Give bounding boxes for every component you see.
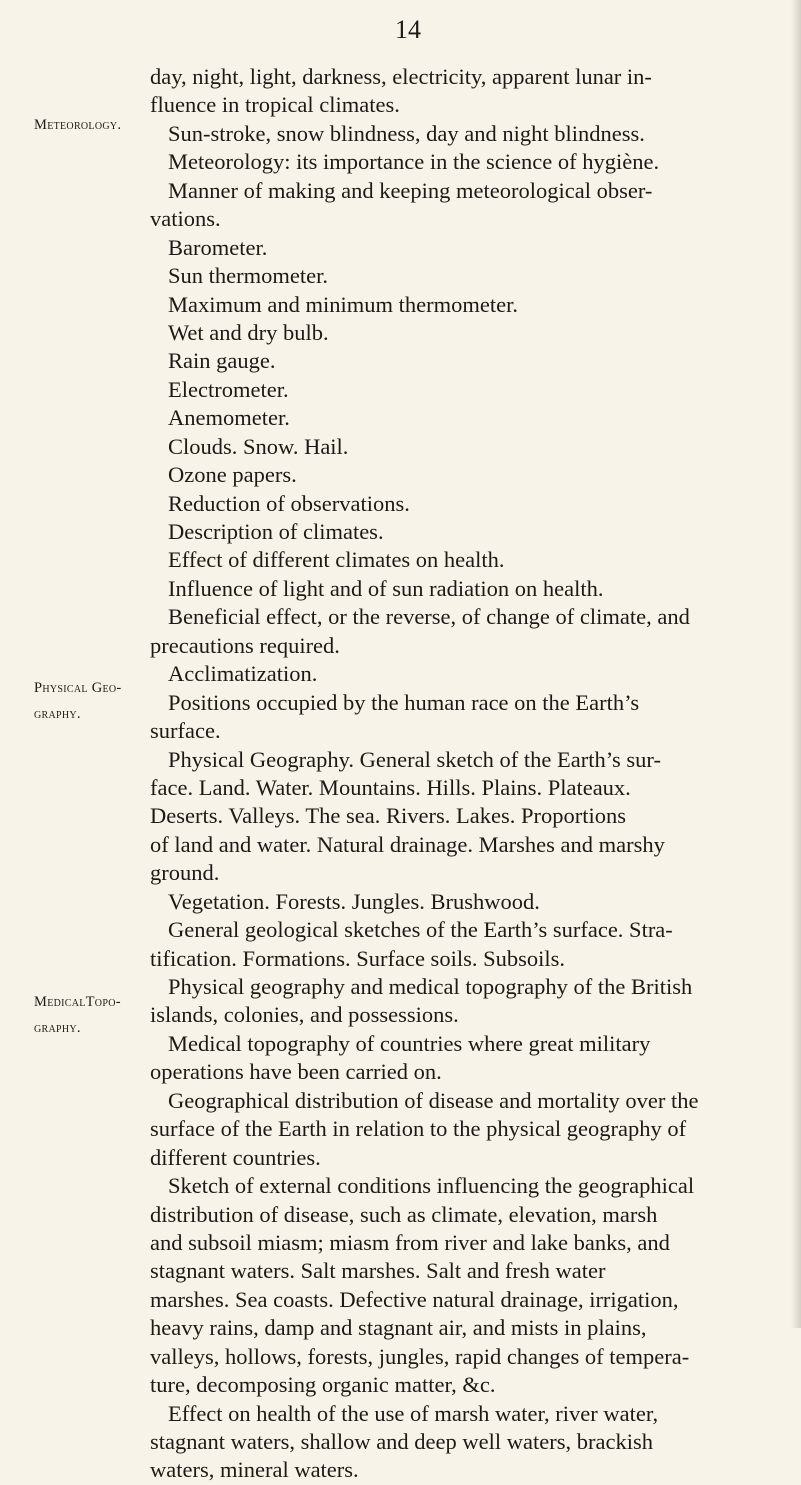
text-line: day, night, light, darkness, electricity, apparent lunar in-	[150, 64, 652, 89]
text-line: ground.	[150, 860, 220, 886]
text-line: different countries.	[150, 1144, 321, 1170]
text-line: Deserts. Valleys. The sea. Rivers. Lakes. Proportions	[150, 803, 626, 829]
text-line: valleys, hollows, forests, jungles, rapid changes of tempera-	[150, 1343, 690, 1369]
text-line: operations have been carried on.	[150, 1059, 442, 1085]
text-line: Clouds. Snow. Hail.	[168, 433, 349, 459]
text-line: Beneficial effect, or the reverse, of change of climate, and	[168, 604, 690, 630]
text-line: Description of climates.	[168, 519, 384, 544]
text-line: and subsoil miasm; miasm from river and lake banks, and	[150, 1229, 670, 1255]
body-text	[150, 63, 790, 1485]
text-line: heavy rains, damp and stagnant air, and mists in plains,	[150, 1315, 647, 1341]
text-line: surface of the Earth in relation to the physical geography of	[150, 1116, 687, 1142]
text-line: Maximum and minimum thermometer.	[168, 291, 518, 317]
text-line: Effect on health of the use of marsh water, river water,	[168, 1400, 659, 1426]
text-line: waters, mineral waters.	[150, 1457, 359, 1483]
text-line: Geographical distribution of disease and mortality over the	[168, 1087, 699, 1113]
margin-note-meteorology: Meteorology.	[34, 117, 122, 133]
text-line: Physical Geography. General sketch of the Earth’s sur-	[168, 746, 661, 772]
text-line: ture, decomposing organic matter, &c.	[150, 1372, 496, 1398]
text-line: Medical topography of countries where great military	[168, 1030, 651, 1056]
text-line: Positions occupied by the human race on the Earth’s	[168, 689, 640, 715]
text-line: Electrometer.	[168, 376, 289, 402]
text-line: vations.	[150, 206, 221, 232]
page-edge-shadow	[791, 0, 801, 1328]
text-line: of land and water. Natural drainage. Marshes and marshy	[150, 831, 665, 857]
margin-note-medical-topography: MedicalTopo-	[34, 994, 121, 1010]
text-line: Barometer.	[168, 234, 268, 260]
text-line: islands, colonies, and possessions.	[150, 1002, 459, 1028]
text-line: Rain gauge.	[168, 348, 276, 374]
text-line: tification. Formations. Surface soils. Subsoils.	[150, 945, 565, 971]
text-line: Meteorology: its importance in the science of hygiène.	[168, 149, 660, 175]
text-line: Effect of different climates on health.	[168, 547, 505, 573]
text-line: Acclimatization.	[168, 661, 318, 687]
text-line: surface.	[150, 718, 221, 744]
text-line: Manner of making and keeping meteorological obser-	[168, 177, 653, 203]
text-line: Wet and dry bulb.	[168, 319, 329, 345]
text-line: stagnant waters, shallow and deep well waters, brackish	[150, 1429, 653, 1454]
page-number: 14	[395, 15, 421, 44]
text-line: distribution of disease, such as climate, elevation, marsh	[150, 1201, 658, 1227]
text-line: Anemometer.	[168, 405, 290, 431]
text-line: Vegetation. Forests. Jungles. Brushwood.	[168, 888, 540, 914]
margin-note-medical-topography-cont: graphy.	[34, 1020, 81, 1036]
text-line: Sketch of external conditions influencing the geographical	[168, 1173, 695, 1199]
text-line: Sun-stroke, snow blindness, day and night blindness.	[168, 120, 645, 146]
text-line: Ozone papers.	[168, 462, 297, 488]
text-line: Physical geography and medical topography of the British	[168, 974, 693, 999]
text-line: face. Land. Water. Mountains. Hills. Plains. Plateaux.	[150, 774, 631, 800]
text-line: marshes. Sea coasts. Defective natural drainage, irrigation,	[150, 1286, 679, 1312]
margin-note-physical-geography-cont: graphy.	[34, 706, 81, 722]
text-line: General geological sketches of the Earth’s surface. Stra-	[168, 917, 673, 943]
text-line: stagnant waters. Salt marshes. Salt and fresh water	[150, 1258, 606, 1284]
margin-note-physical-geography: Physical Geo-	[34, 680, 122, 696]
text-line: fluence in tropical climates.	[150, 92, 400, 118]
text-line: Influence of light and of sun radiation on health.	[168, 575, 604, 601]
text-line: precautions required.	[150, 632, 340, 658]
text-line: Reduction of observations.	[168, 490, 410, 516]
text-line: Sun thermometer.	[168, 263, 328, 289]
